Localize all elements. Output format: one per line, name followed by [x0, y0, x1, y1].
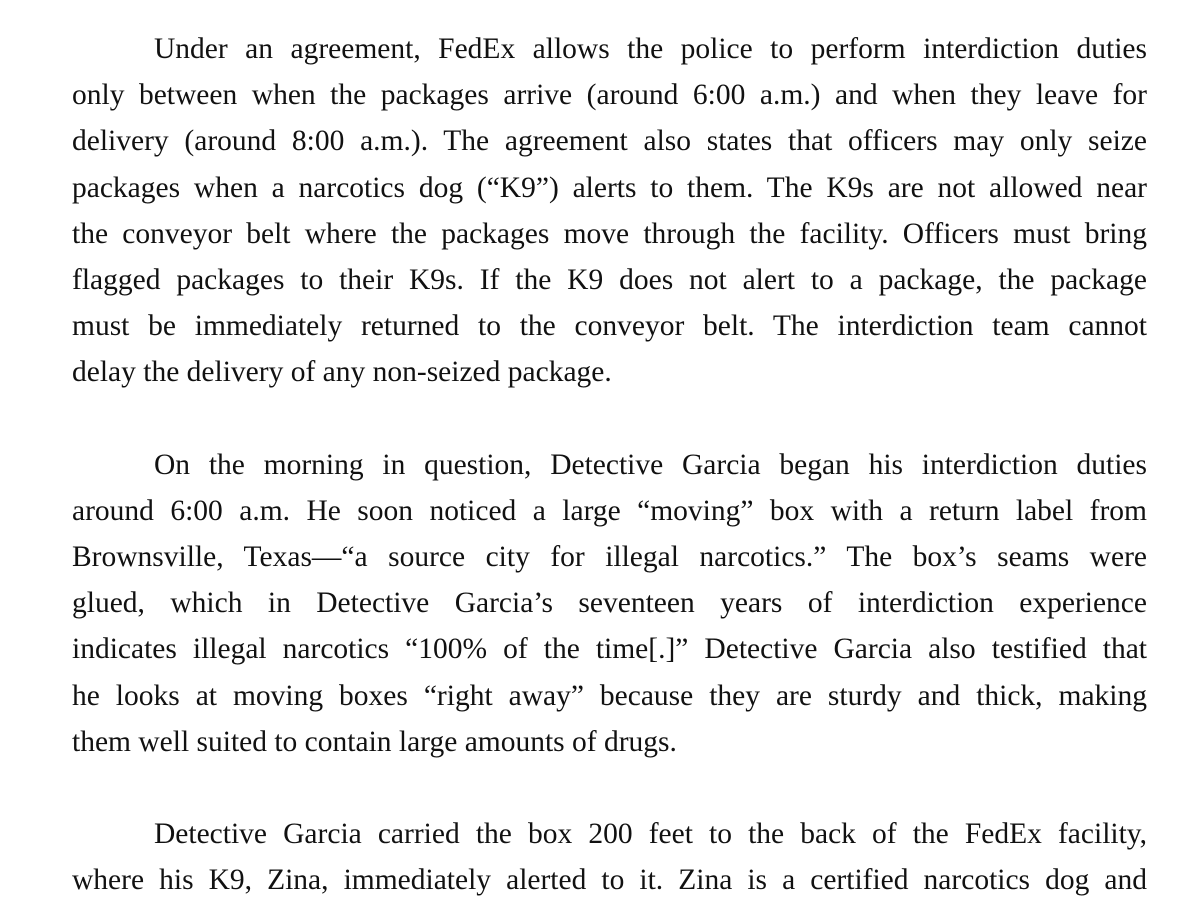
- paragraph-k9: [72, 811, 1147, 903]
- text-line: he looks at moving boxes “right away” because they are sturdy and thick, making: [72, 679, 1147, 712]
- text-line: Brownsville, Texas—“a source city for illegal narcotics.” The box’s seams were: [72, 541, 1147, 574]
- paragraph-spacer: [72, 396, 1147, 442]
- text-line: where his K9, Zina, immediately alerted to it. Zina is a certified narcotics dog and: [72, 864, 1147, 897]
- paragraph-spacer: [72, 765, 1147, 811]
- text-line: Under an agreement, FedEx allows the police to perform interdiction duties: [154, 33, 1147, 65]
- text-line: only between when the packages arrive (around 6:00 a.m.) and when they leave for: [72, 79, 1147, 112]
- text-line: glued, which in Detective Garcia’s seventeen years of interdiction experience: [72, 587, 1147, 620]
- text-line: packages when a narcotics dog (“K9”) alerts to them. The K9s are not allowed near: [72, 171, 1147, 204]
- text-line: them well suited to contain large amounts of drugs.: [72, 725, 677, 758]
- text-line: indicates illegal narcotics “100% of the time[.]” Detective Garcia also testified that: [72, 633, 1147, 666]
- text-line: must be immediately returned to the conveyor belt. The interdiction team cannot: [72, 310, 1147, 343]
- text-line: delay the delivery of any non-seized package.: [72, 356, 612, 389]
- text-line: On the morning in question, Detective Garcia began his interdiction duties: [154, 448, 1147, 481]
- document-page: [72, 26, 1147, 903]
- text-line: flagged packages to their K9s. If the K9 does not alert to a package, the package: [72, 264, 1147, 297]
- paragraph-agreement: [72, 26, 1147, 396]
- text-line: the conveyor belt where the packages move through the facility. Officers must bring: [72, 217, 1147, 250]
- text-line: around 6:00 a.m. He soon noticed a large “moving” box with a return label from: [72, 494, 1147, 527]
- paragraph-morning: [72, 442, 1147, 765]
- text-line: delivery (around 8:00 a.m.). The agreement also states that officers may only seize: [72, 125, 1147, 158]
- text-line: Detective Garcia carried the box 200 feet to the back of the FedEx facility,: [154, 818, 1147, 851]
